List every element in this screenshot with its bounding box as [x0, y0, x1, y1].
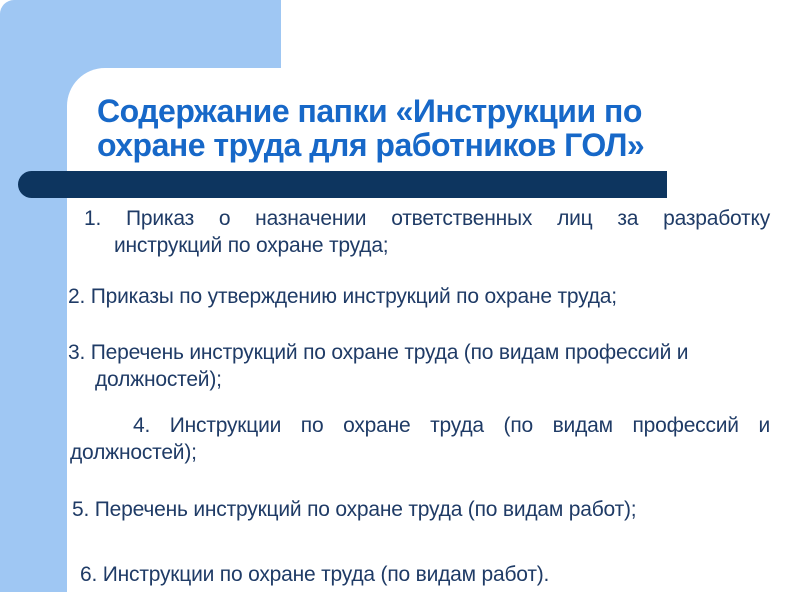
list-item-5-line1: 5. Перечень инструкций по охране труда (по видам работ);: [72, 498, 637, 521]
slide-title: [97, 94, 644, 162]
list-item-3-line1: 3. Перечень инструкций по охране труда (по видам профессий и: [68, 341, 689, 364]
list-item-2: [0, 283, 800, 310]
list-item-3-line2: должностей);: [95, 368, 222, 391]
slide-title-line2: охране труда для работников ГОЛ»: [97, 127, 645, 163]
list-item-6-line1: 6. Инструкции по охране труда (по видам работ).: [80, 563, 550, 586]
list-item-1: [0, 205, 800, 259]
list-item-2-line1: 2. Приказы по утверждению инструкций по охране труда;: [68, 285, 617, 308]
list-item-1-line2: инструкций по охране труда;: [114, 234, 389, 257]
list-item-1-line1: 1. Приказ о назначении ответственных лиц за разработку: [84, 207, 770, 230]
slide-body-list: [0, 205, 800, 588]
list-item-4-line2: должностей);: [70, 441, 197, 464]
list-item-5: [0, 496, 800, 523]
list-item-6: [0, 561, 800, 588]
list-item-3: [0, 339, 800, 393]
slide-title-line1: Содержание папки «Инструкции по: [97, 93, 642, 129]
list-item-4: [0, 412, 800, 466]
title-accent-bar: [18, 171, 667, 198]
list-item-4-line1: 4. Инструкции по охране труда (по видам профессий и: [133, 414, 770, 437]
